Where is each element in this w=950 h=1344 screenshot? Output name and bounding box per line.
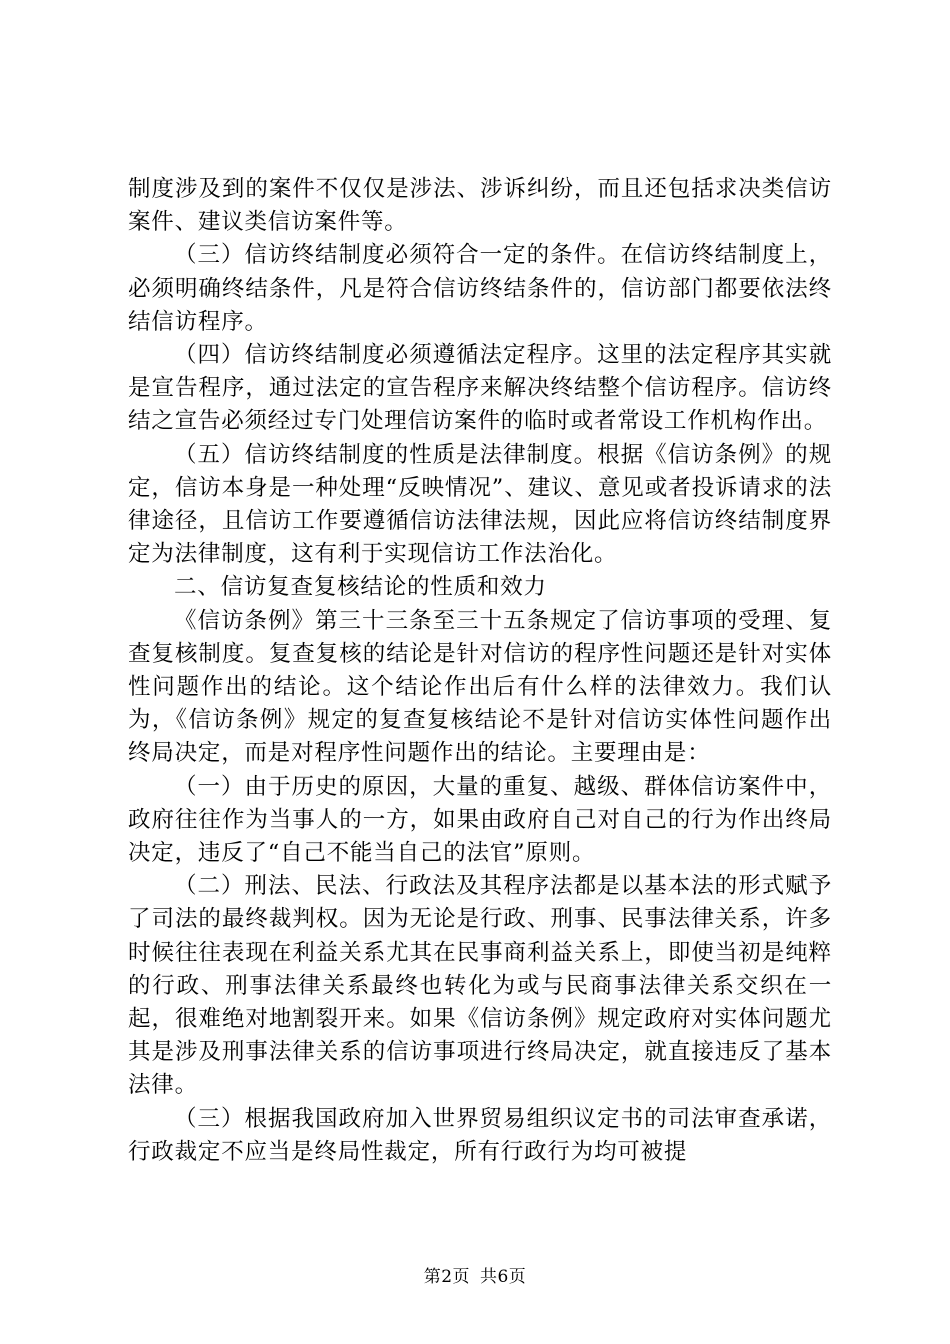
page-total: 共6页 (479, 1267, 527, 1287)
paragraph-item-three: （三）信访终结制度必须符合一定的条件。在信访终结制度上，必须明确终结条件，凡是符合信访终结条件的，信访部门都要依法终结信访程序。 (128, 242, 832, 335)
paragraph-reason-two: （二）刑法、民法、行政法及其程序法都是以基本法的形式赋予了司法的最终裁判权。因为无论是行政、刑事、民事法律关系，许多时候往往表现在利益关系尤其在民事商利益关系上，即使当初是纯粹的行政、刑事法律关系最终也转化为或与民商事法律关系交织在一起，很难绝对地割裂开来。如果《信访条例》规定政府对实体问题尤其是涉及刑事法律关系的信访事项进行终局决定，就直接违反了基本法律。 (128, 873, 832, 1099)
document-body (128, 173, 832, 1169)
section-heading-two: 二、信访复查复核结论的性质和效力 (174, 574, 547, 601)
page-number: 第2页 (423, 1267, 471, 1287)
paragraph-item-five: （五）信访终结制度的性质是法律制度。根据《信访条例》的规定，信访本身是一种处理“反映情况”、建议、意见或者投诉请求的法律途径，且信访工作要遵循信访法律法规，因此应将信访终结制度界定为法律制度，这有利于实现信访工作法治化。 (128, 441, 832, 568)
paragraph-section-intro: 《信访条例》第三十三条至三十五条规定了信访事项的受理、复查复核制度。复查复核的结论是针对信访的程序性问题还是针对实体性问题作出的结论。这个结论作出后有什么样的法律效力。我们认为，《信访条例》规定的复查复核结论不是针对信访实体性问题作出终局决定，而是对程序性问题作出的结论。主要理由是： (128, 607, 832, 767)
paragraph-reason-one: （一）由于历史的原因，大量的重复、越级、群体信访案件中，政府往往作为当事人的一方，如果由政府自己对自己的行为作出终局决定，违反了“自己不能当自己的法官”原则。 (128, 773, 832, 867)
paragraph-reason-three: （三）根据我国政府加入世界贸易组织议定书的司法审查承诺，行政裁定不应当是终局性裁定，所有行政行为均可被提 (128, 1105, 832, 1165)
paragraph-item-four: （四）信访终结制度必须遵循法定程序。这里的法定程序其实就是宣告程序，通过法定的宣告程序来解决终结整个信访程序。信访终结之宣告必须经过专门处理信访案件的临时或者常设工作机构作出。 (128, 342, 832, 435)
page-footer (0, 1266, 950, 1288)
paragraph-continuation: 制度涉及到的案件不仅仅是涉法、涉诉纠纷，而且还包括求决类信访案件、建议类信访案件等。 (128, 176, 832, 236)
